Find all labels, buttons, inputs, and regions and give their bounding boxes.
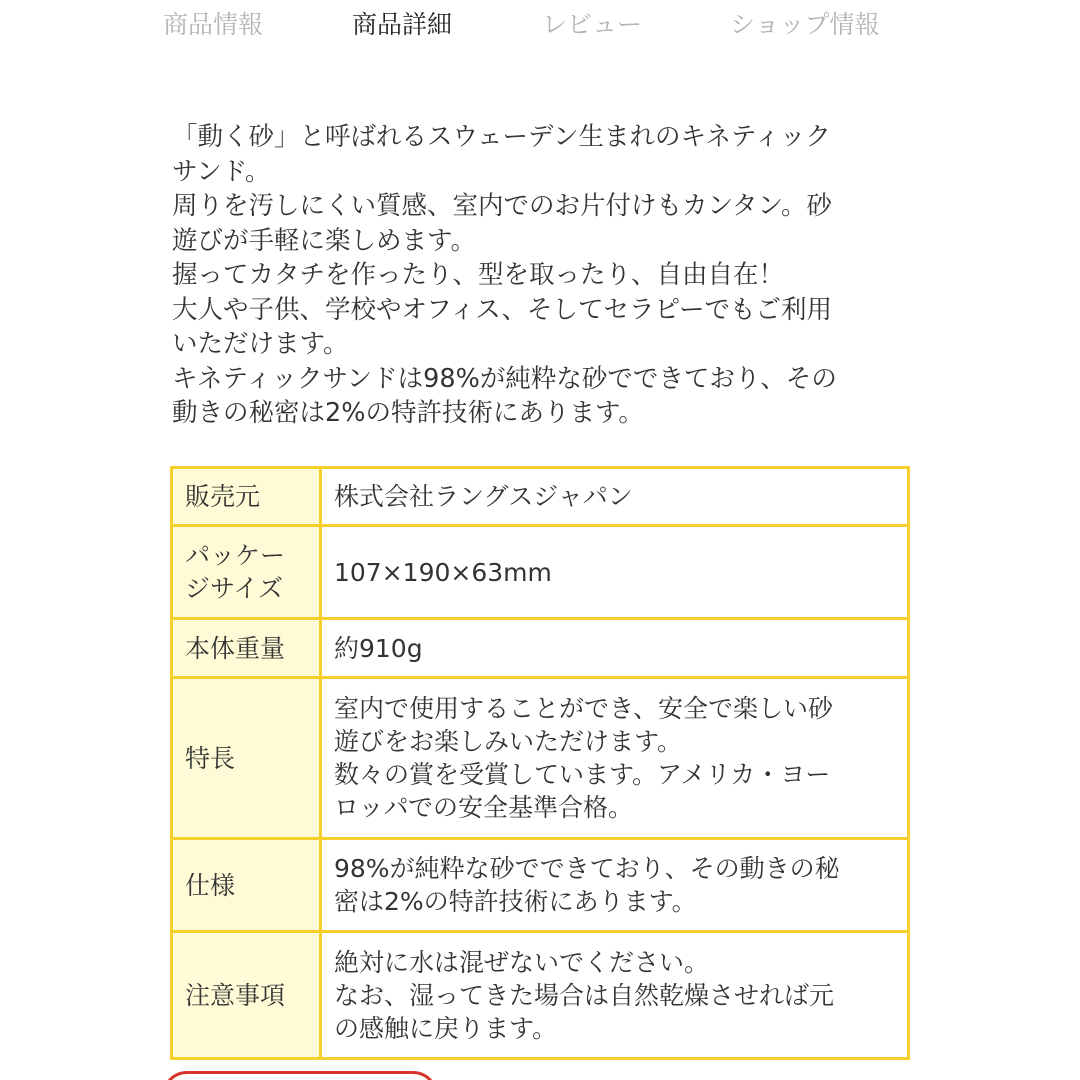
- spec-row-specification: [172, 839, 909, 932]
- spec-value-cell: [321, 932, 909, 1059]
- spec-value-cell: [321, 619, 909, 678]
- spec-key-cell: [172, 468, 321, 526]
- spec-value-text: 数々の賞を受賞しています。アメリカ・ヨー: [334, 760, 831, 789]
- spec-value-text: 密は2%の特許技術にあります。: [334, 887, 697, 916]
- spec-value-cell: [321, 678, 909, 839]
- spec-key-cell: [172, 619, 321, 678]
- spec-value-text: 室内で使用することができ、安全で楽しい砂: [334, 694, 834, 723]
- description-line: 遊びが手軽に楽しめます。: [172, 225, 476, 256]
- spec-row-precautions: [172, 932, 909, 1059]
- spec-key-text: ジサイズ: [185, 574, 284, 603]
- description-line: サンド。: [172, 156, 271, 187]
- spec-row-features: [172, 678, 909, 839]
- spec-value-text: ロッパでの安全基準合格。: [334, 793, 634, 822]
- spec-value-text: の感触に戻ります。: [334, 1013, 558, 1043]
- spec-value-text: 絶対に水は混ぜないでください。: [334, 947, 710, 977]
- spec-value-text: 遊びをお楽しみいただけます。: [334, 727, 683, 756]
- description-line: いただけます。: [172, 329, 349, 359]
- spec-key-text: 仕様: [185, 870, 236, 900]
- spec-key-text: 本体重量: [185, 633, 286, 663]
- spec-key-text: 注意事項: [185, 980, 286, 1010]
- spec-value-cell: [321, 526, 909, 619]
- spec-row-seller: [172, 468, 909, 526]
- description-line: 動きの秘密は2%の特許技術にあります。: [172, 398, 644, 428]
- spec-value-text: 107×190×63mm: [334, 557, 552, 587]
- product-description: [172, 120, 912, 431]
- spec-value-cell: [321, 839, 909, 932]
- spec-key-cell: [172, 526, 321, 619]
- tab-reviews[interactable]: レビュー: [542, 10, 643, 39]
- spec-table: [170, 466, 910, 1060]
- tab-product-info[interactable]: 商品情報: [163, 10, 264, 39]
- spec-value-text: 約910g: [334, 633, 423, 663]
- spec-key-text: パッケー: [185, 541, 286, 570]
- spec-key-cell: [172, 678, 321, 839]
- product-tabs: [0, 0, 1080, 54]
- spec-key-text: 販売元: [185, 482, 261, 511]
- action-button[interactable]: [162, 1071, 438, 1080]
- spec-key-text: 特長: [185, 743, 236, 773]
- description-line: 「動く砂」と呼ばれるスウェーデン生まれのキネティック: [172, 122, 831, 152]
- spec-row-weight: [172, 619, 909, 678]
- description-line: 大人や子供、学校やオフィス、そしてセラピーでもご利用: [172, 294, 832, 325]
- tab-product-details[interactable]: 商品詳細: [352, 10, 453, 39]
- tab-shop-info[interactable]: ショップ情報: [730, 10, 880, 39]
- description-line: 握ってカタチを作ったり、型を取ったり、自由自在！: [172, 260, 785, 290]
- spec-key-cell: [172, 839, 321, 932]
- description-line: 周りを汚しにくい質感、室内でのお片付けもカンタン。砂: [172, 191, 832, 221]
- spec-value-text: 98%が純粋な砂でできており、その動きの秘: [334, 854, 840, 883]
- spec-row-package-size: [172, 526, 909, 619]
- description-line: キネティックサンドは98%が純粋な砂でできており、その: [172, 363, 837, 394]
- spec-key-cell: [172, 932, 321, 1059]
- spec-value-text: なお、湿ってきた場合は自然乾燥させれば元: [334, 980, 835, 1010]
- spec-value-cell: [321, 468, 909, 526]
- spec-value-text: 株式会社ラングスジャパン: [334, 482, 633, 511]
